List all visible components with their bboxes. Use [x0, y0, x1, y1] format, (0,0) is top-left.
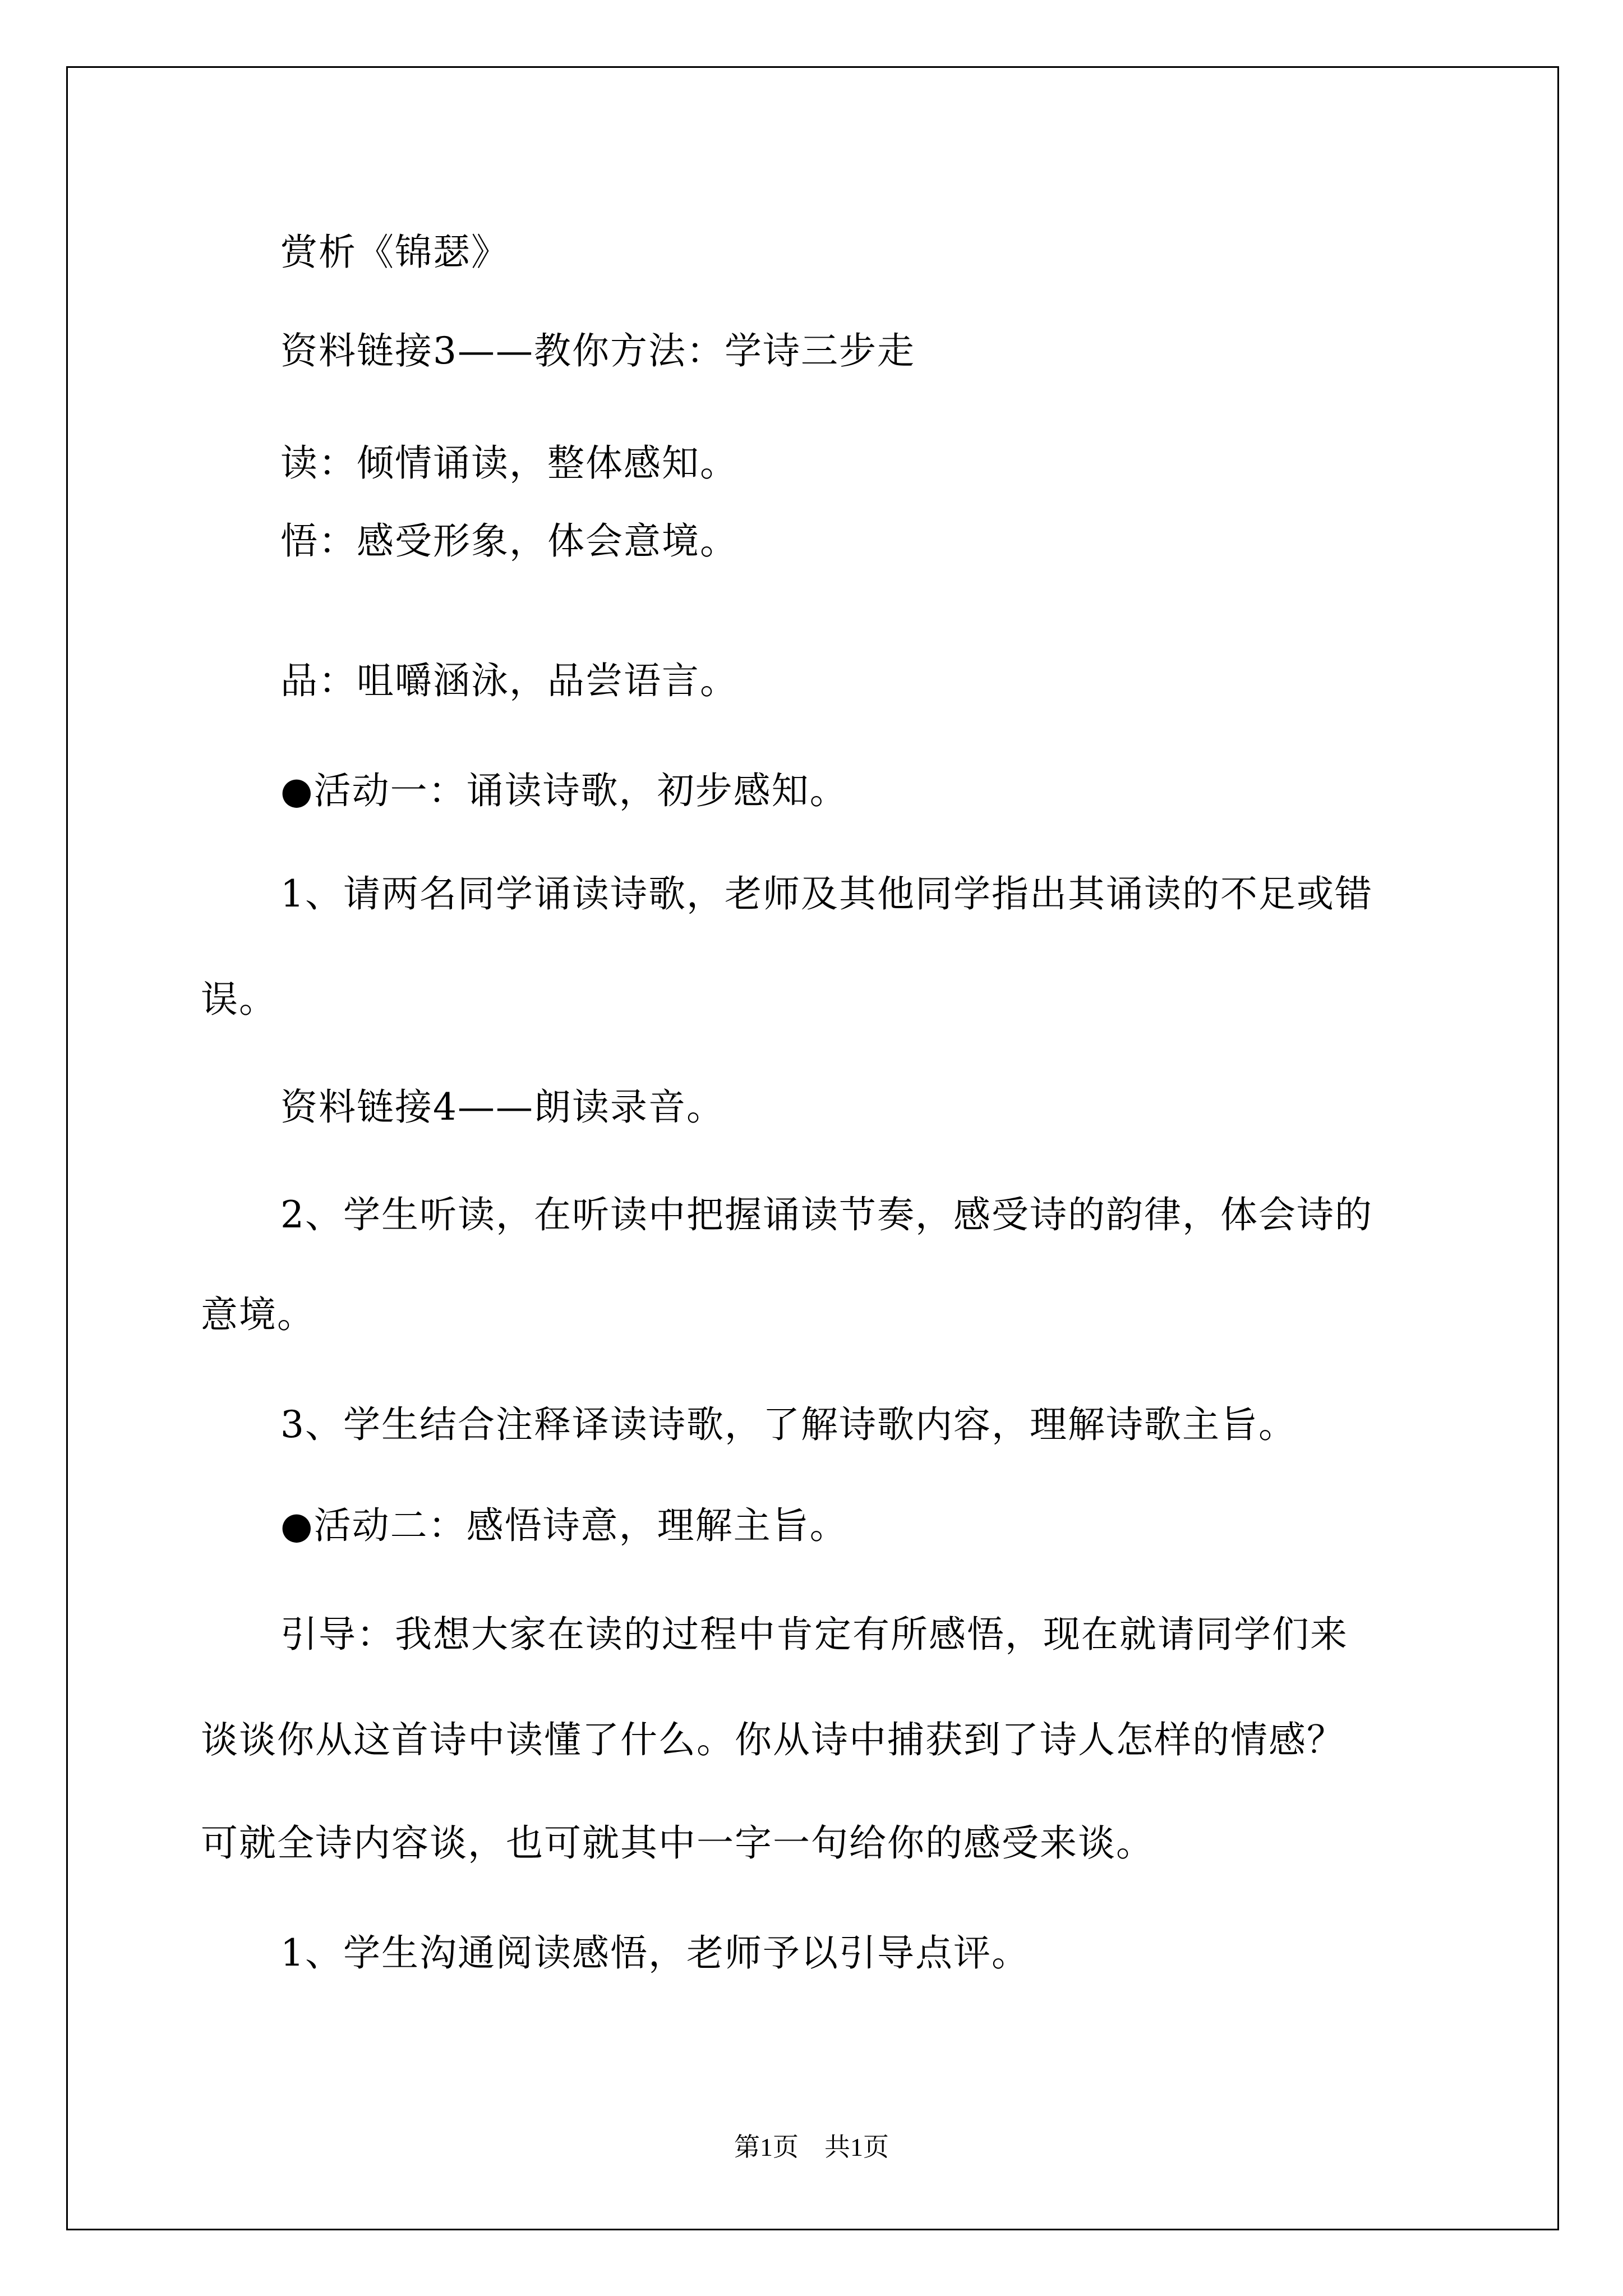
paragraph-line: 资料链接4——朗读录音。 — [280, 1085, 725, 1129]
page-border — [66, 66, 1559, 2230]
paragraph-line: 1、学生沟通阅读感悟，老师予以引导点评。 — [280, 1931, 1030, 1975]
paragraph-line: ●活动一：诵读诗歌，初步感知。 — [280, 769, 848, 812]
paragraph-line: 意境。 — [201, 1293, 315, 1336]
paragraph-line: 资料链接3——教你方法：学诗三步走 — [280, 329, 915, 372]
paragraph-line: 品：咀嚼涵泳，品尝语言。 — [280, 659, 738, 702]
document-title: 赏析《锦瑟》 — [280, 231, 509, 274]
paragraph-line: 谈谈你从这首诗中读懂了什么。你从诗中捕获到了诗人怎样的情感？ — [201, 1718, 1345, 1761]
paragraph-line: ●活动二：感悟诗意，理解主旨。 — [280, 1504, 848, 1547]
paragraph-line: 3、学生结合注释译读诗歌，了解诗歌内容，理解诗歌主旨。 — [280, 1403, 1297, 1446]
paragraph-line: 读：倾情诵读，整体感知。 — [280, 441, 738, 485]
paragraph-line: 可就全诗内容谈，也可就其中一字一句给你的感受来谈。 — [201, 1821, 1154, 1865]
paragraph-line: 悟：感受形象，体会意境。 — [280, 519, 738, 563]
paragraph-line: 2、学生听读，在听读中把握诵读节奏，感受诗的韵律，体会诗的 — [280, 1193, 1373, 1236]
paragraph-line: 误。 — [201, 978, 277, 1021]
paragraph-line: 1、请两名同学诵读诗歌，老师及其他同学指出其诵读的不足或错 — [280, 872, 1373, 915]
page-number: 第1页 共1页 — [734, 2133, 889, 2161]
paragraph-line: 引导：我想大家在读的过程中肯定有所感悟，现在就请同学们来 — [280, 1613, 1348, 1656]
